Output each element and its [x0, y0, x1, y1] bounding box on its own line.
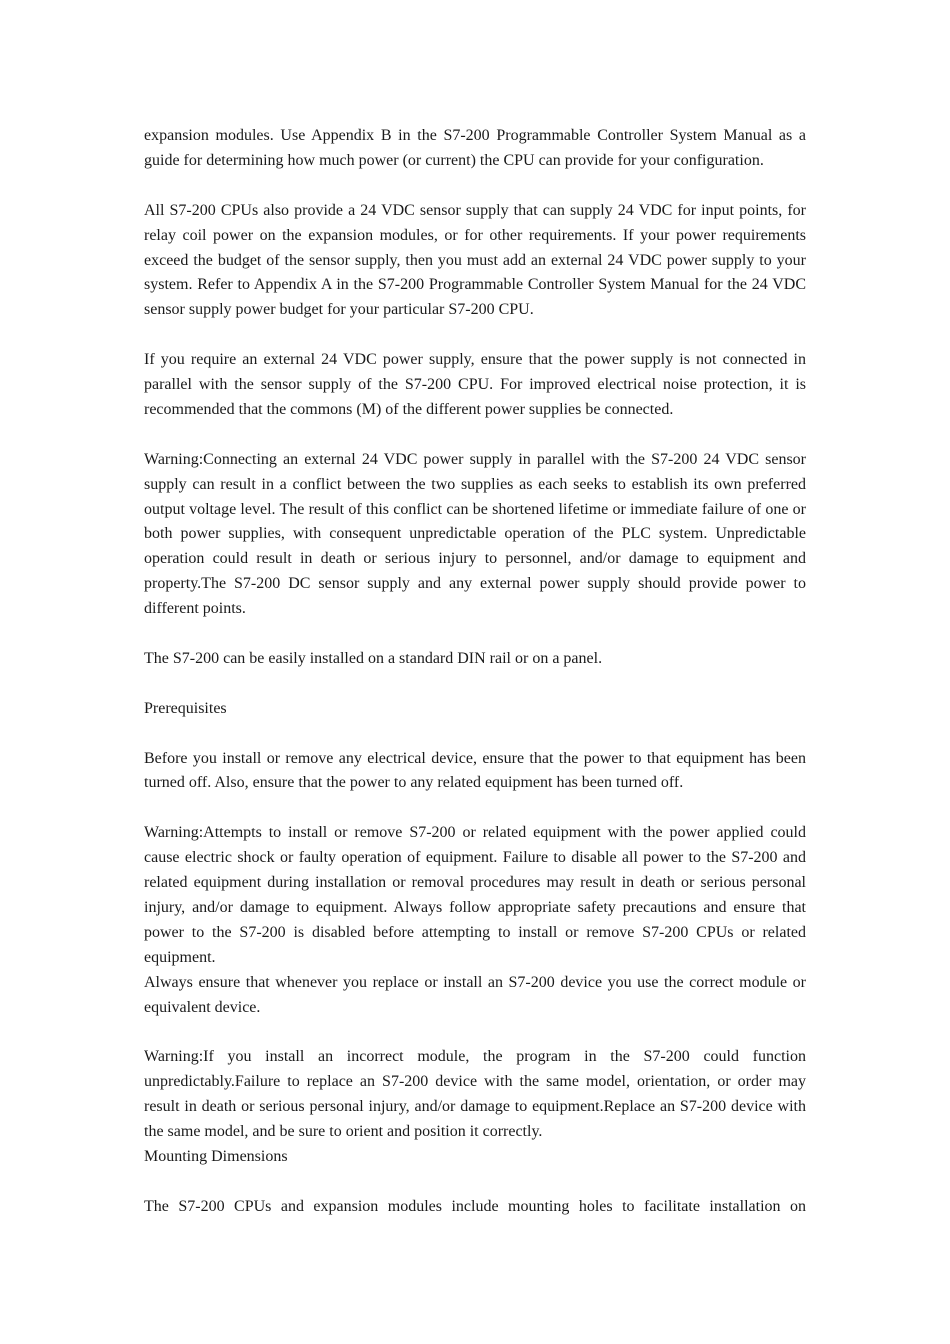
paragraph-power-budget: expansion modules. Use Appendix B in the S7-200 Programmable Controller System Manual as a guide for determining how much power (or current) the CPU can provide for your configuration. — [144, 127, 806, 169]
paragraph-warning-incorrect-module: Warning:If you install an incorrect module, the program in the S7-200 could function unpredictably.Failure to replace an S7-200 device with the same model, orientation, or order may result in death or serious personal injury, and/or damage to equipment.Replace an S7-200 device with the same model, and be sure to orient and position it correctly. — [144, 1048, 806, 1141]
heading-prerequisites: Prerequisites — [144, 699, 227, 717]
heading-mounting-dimensions: Mounting Dimensions — [144, 1148, 288, 1166]
document-page — [144, 124, 806, 1245]
paragraph-sensor-supply: All S7-200 CPUs also provide a 24 VDC sensor supply that can supply 24 VDC for input points, for relay coil power on the expansion modules, or for other requirements. If your power requirements exceed the budget of the sensor supply, then you must add an external 24 VDC power supply to your system. Refer to Appendix A in the S7-200 Programmable Controller System Manual for the 24 VDC sensor supply power budget for your particular S7-200 CPU. — [144, 201, 806, 319]
paragraph-correct-module: Always ensure that whenever you replace or install an S7-200 device you use the correct module or equivalent device. — [144, 973, 806, 1016]
paragraph-mounting-holes: The S7-200 CPUs and expansion modules include mounting holes to facilitate installation on — [144, 1197, 806, 1215]
paragraph-warning-parallel: Warning:Connecting an external 24 VDC power supply in parallel with the S7-200 24 VDC sensor supply can result in a conflict between the two supplies as each seeks to establish its own preferred output voltage level. The result of this conflict can be shortened lifetime or immediate failure of one or both power supplies, with consequent unpredictable operation of the PLC system. Unpredictable operation could result in death or serious injury to personnel, and/or damage to equipment and property.The S7-200 DC sensor supply and any external power supply should provide power to different points. — [144, 450, 806, 618]
paragraph-warning-install: Warning:Attempts to install or remove S7-200 or related equipment with the power applied could cause electric shock or faulty operation of equipment. Failure to disable all power to the S7-200 and related equipment during installation or removal procedures may result in death or serious personal injury, and/or damage to equipment. Always follow appropriate safety precautions and ensure that power to the S7-200 is disabled before attempting to install or remove S7-200 CPUs or related equipment. — [144, 824, 806, 966]
paragraph-power-off: Before you install or remove any electrical device, ensure that the power to that equipment has been turned off. Also, ensure that the power to any related equipment has been turned off. — [144, 749, 806, 792]
paragraph-din-rail: The S7-200 can be easily installed on a standard DIN rail or on a panel. — [144, 649, 603, 667]
paragraph-external-supply: If you require an external 24 VDC power supply, ensure that the power supply is not connected in parallel with the sensor supply of the S7-200 CPU. For improved electrical noise protection, it is recommended that the commons (M) of the different power supplies be connected. — [144, 351, 806, 418]
